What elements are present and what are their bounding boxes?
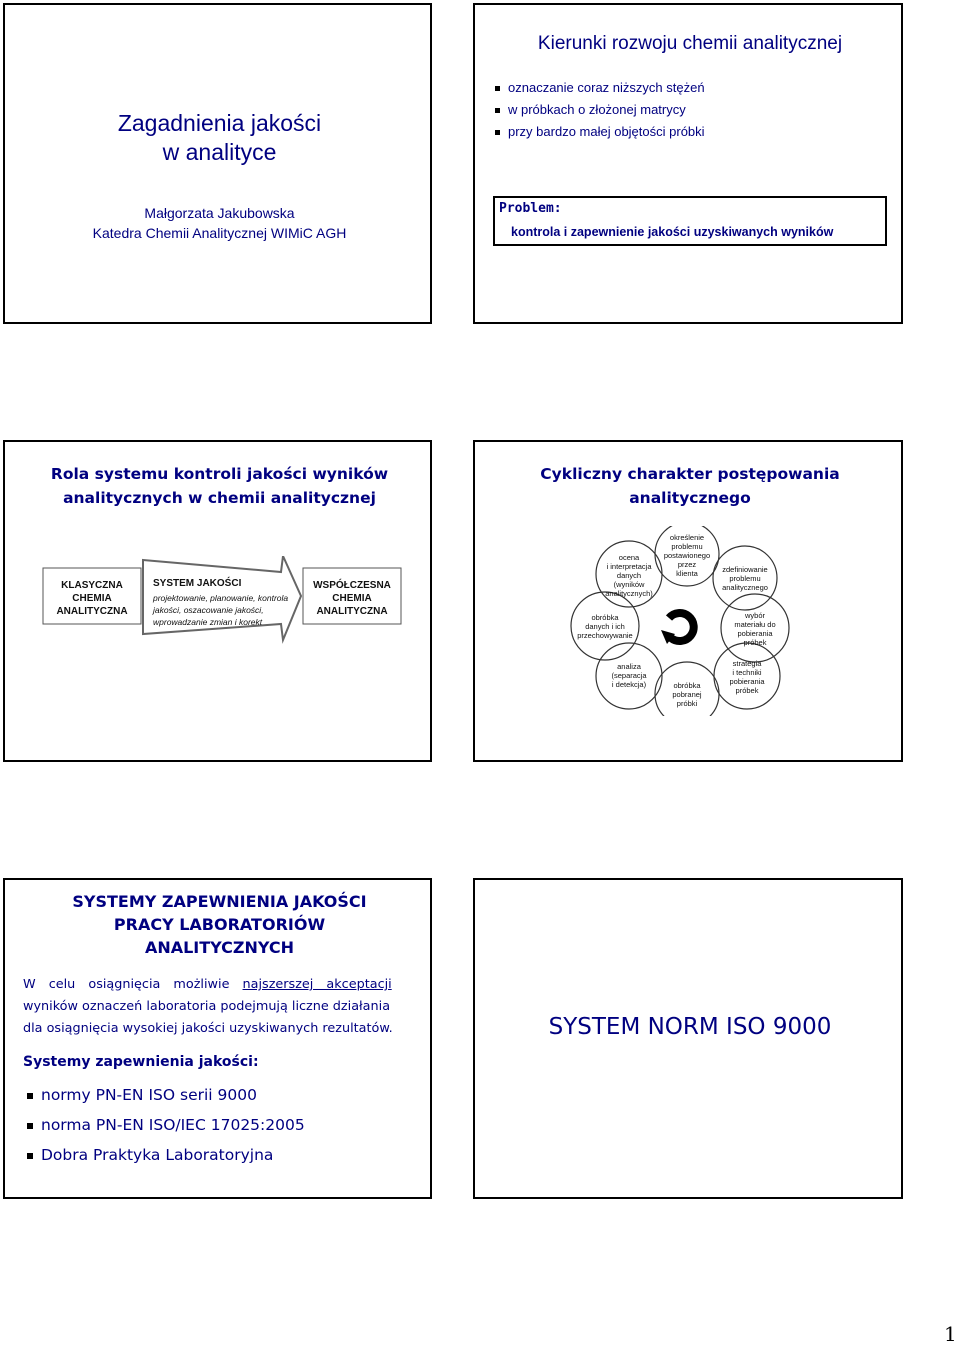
slide-title [3,3,432,324]
classic-box-line-3: ANALITYCZNA [56,606,128,617]
list-item: oznaczanie coraz niższych stężeń [495,77,705,99]
arrow-text-line-2: jakości, oszacowanie jakości, [153,605,264,615]
underlined-phrase: najszerszej akceptacji [242,977,392,992]
svg-text:próbek: próbek [735,686,759,695]
svg-text:obróbka: obróbka [591,613,619,622]
systems-list [27,1080,305,1170]
analytical-cycle-diagram [565,526,805,716]
svg-text:i techniki: i techniki [732,668,762,677]
svg-text:wybór: wybór [744,611,766,620]
systems-subtitle: Systemy zapewnienia jakości: [23,1054,259,1070]
heading-line-1: SYSTEMY ZAPEWNIENIA JAKOŚCI [72,892,367,911]
svg-text:ocena: ocena [618,553,640,562]
intro-paragraph [23,974,417,1040]
svg-text:strategia: strategia [732,659,762,668]
list-item: Dobra Praktyka Laboratoryjna [27,1140,305,1170]
cycle-refresh-icon [661,613,694,644]
title-line-2: w analityce [162,139,277,165]
slide-quality-role [3,440,432,762]
svg-text:problemu: problemu [671,542,703,551]
heading-line-2: PRACY LABORATORIÓW [113,915,326,934]
svg-text:analiza: analiza [617,662,641,671]
svg-text:danych: danych [616,571,642,580]
list-item: w próbkach o złożonej matrycy [495,99,705,121]
svg-text:materiału do: materiału do [734,620,776,629]
svg-text:pobierania: pobierania [729,677,765,686]
svg-text:(separacja: (separacja [611,671,647,680]
bullet-square-icon [495,130,500,135]
problem-text: kontrola i zapewnienie jakości uzyskiwanych wyników [511,225,834,239]
presentation-title [5,109,434,167]
heading-line-1: Cykliczny charakter postępowania [540,465,840,483]
slide-analytical-cycle [473,440,903,762]
bullet-square-icon [27,1153,33,1159]
para-line-2: wyników oznaczeń laboratoria podejmują liczne działania [23,999,391,1014]
svg-text:danych i ich: danych i ich [585,622,625,631]
para-line-1: W celu osiągnięcia możliwie najszerszej akceptacji [23,977,392,992]
slide-directions [473,3,903,324]
heading-line-3: ANALITYCZNYCH [144,938,295,957]
bullet-square-icon [495,108,500,113]
slide-iso-9000 [473,878,903,1199]
svg-text:problemu: problemu [729,574,761,583]
svg-text:klienta: klienta [676,569,698,578]
list-item: przy bardzo małej objętości próbki [495,121,705,143]
slide-heading: SYSTEM NORM ISO 9000 [548,1014,832,1040]
modern-box-line-1: WSPÓŁCZESNA [313,580,391,591]
svg-text:próbek: próbek [743,638,767,647]
list-item: norma PN-EN ISO/IEC 17025:2005 [27,1110,305,1140]
svg-text:przechowywanie: przechowywanie [577,631,633,640]
slide-heading [5,462,434,510]
svg-text:i interpretacja: i interpretacja [606,562,652,571]
svg-text:przez: przez [677,560,697,569]
svg-text:pobierania: pobierania [737,629,773,638]
heading-line-2: analitycznych w chemii analitycznej [63,489,376,507]
classic-box-line-1: KLASYCZNA [61,580,123,591]
svg-text:określenie: określenie [669,533,705,542]
para-line-3: dla osiągnięcia wysokiej jakości uzyskiwanych rezultatów. [23,1021,393,1036]
heading-line-1: Rola systemu kontroli jakości wyników [50,465,389,483]
author-name: Małgorzata Jakubowska [144,205,295,221]
slide-heading [475,462,905,510]
page-number: 1 [944,1322,957,1346]
svg-text:zdefiniowanie: zdefiniowanie [722,565,768,574]
arrow-text-line-3: wprowadzanie zmian i korekt [153,617,263,627]
bullet-square-icon [495,86,500,91]
slide-heading [5,890,434,959]
svg-text:(wyników: (wyników [613,580,645,589]
quality-flow-diagram [41,556,403,646]
arrow-text-line-1: projektowanie, planowanie, kontrola [153,593,289,603]
svg-text:i detekcja): i detekcja) [611,680,647,689]
problem-box [493,196,887,246]
author-block [5,203,434,243]
svg-text:obróbka: obróbka [673,681,701,690]
modern-box-line-2: CHEMIA [332,593,372,604]
svg-text:analitycznych): analitycznych) [605,589,653,598]
bullet-square-icon [27,1093,33,1099]
author-affiliation: Katedra Chemii Analitycznej WIMiC AGH [92,225,347,241]
slide-heading: Kierunki rozwoju chemii analitycznej [537,33,843,54]
bullet-list [495,77,705,143]
problem-label: Problem: [499,201,562,216]
classic-box-line-2: CHEMIA [72,593,112,604]
modern-box-line-3: ANALITYCZNA [316,606,388,617]
list-item: normy PN-EN ISO serii 9000 [27,1080,305,1110]
svg-text:próbki: próbki [676,699,698,708]
slide-quality-systems [3,878,432,1199]
bullet-square-icon [27,1123,33,1129]
title-line-1: Zagadnienia jakości [117,110,322,136]
heading-line-2: analitycznego [629,489,751,507]
svg-text:analitycznego: analitycznego [722,583,768,592]
arrow-title: SYSTEM JAKOŚCI [153,578,242,589]
svg-text:pobranej: pobranej [672,690,702,699]
svg-text:postawionego: postawionego [663,551,711,560]
